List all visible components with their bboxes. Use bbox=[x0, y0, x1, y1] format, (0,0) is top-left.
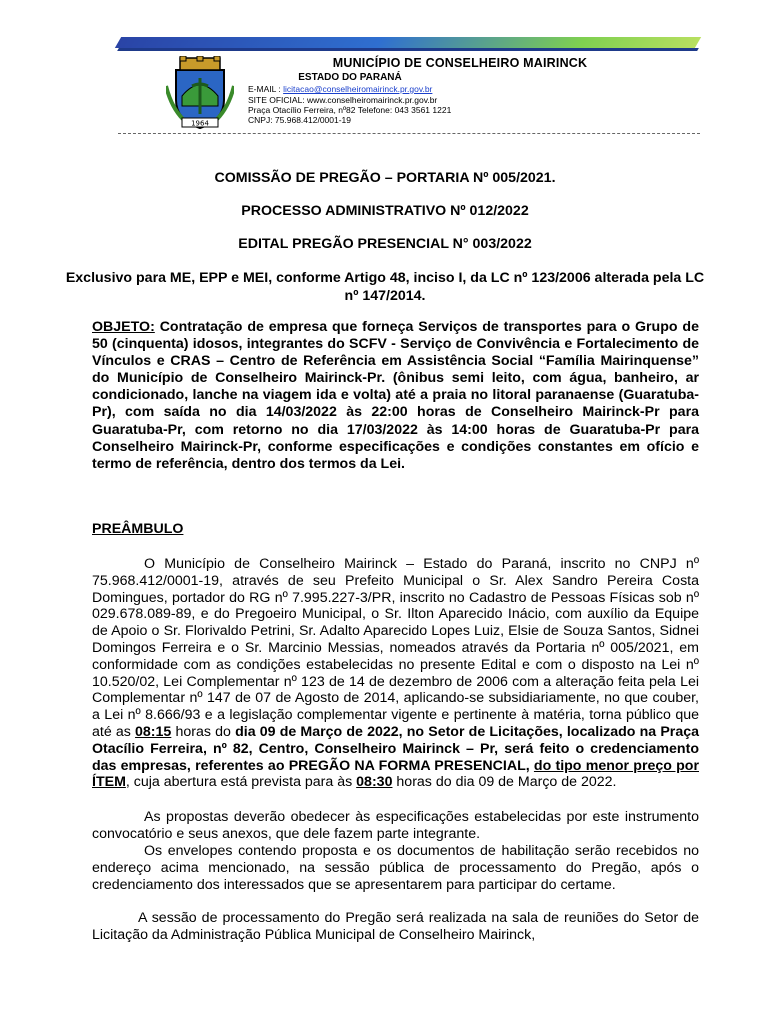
preambulo-paragraph-1 bbox=[92, 556, 699, 791]
commission-title: COMISSÃO DE PREGÃO – PORTARIA Nº 005/2021. bbox=[214, 170, 556, 186]
email-line bbox=[248, 85, 538, 94]
preambulo-paragraph-4 bbox=[92, 910, 699, 944]
municipal-crest-icon bbox=[166, 56, 234, 132]
cnpj-line: CNPJ: 75.968.412/0001-19 bbox=[248, 115, 352, 125]
p3-text: Os envelopes contendo proposta e os documentos de habilitação serão recebidos no endereço acima mencionado, na sessão pública de processamento do Pregão, após o credenciamento dos interessados que se apresentarem para participar do certame. bbox=[92, 843, 699, 893]
edital-title: EDITAL PREGÃO PRESENCIAL N° 003/2022 bbox=[238, 236, 532, 252]
p2-text: As propostas deverão obedecer às especificações estabelecidas por este instrumento convocatório e seus anexos, que dele fazem parte integrante. bbox=[92, 809, 699, 842]
state-name: ESTADO DO PARANÁ bbox=[298, 72, 402, 83]
site-line: SITE OFICIAL: www.conselheiromairinck.pr.gov.br bbox=[248, 95, 438, 105]
header-color-bar-underline bbox=[117, 48, 699, 51]
p1-text-d: horas do dia 09 de Março de 2022. bbox=[392, 774, 617, 791]
header-color-bar bbox=[115, 37, 701, 48]
p1-text-a: O Município de Conselheiro Mairinck – Estado do Paraná, inscrito no CNPJ nº 75.968.412/0001-19, através de seu Prefeito Municipal o Sr. Alex Sandro Pereira Costa Domingues, portador do RG nº 7.995.227-3/PR, inscrito no Cadastro de Pessoas Físicas sob nº 029.678.089-89, e do Pregoeiro Municipal, o Sr. Ilton Aparecido Inácio, com auxílio da Equipe de Apoio o Sr. Florivaldo Petrini, Sr. Adalto Aparecido Lopes Luiz, Elsie de Souza Santos, Sidnei Domingos Ferreira e o Sr. Marcinio Messias, nomeados através da Portaria nº 005/2021, em conformidade com as condições estabelecidas no presente Edital e com o disposto na Lei nº 10.520/02, Lei Complementar nº 123 de 14 de dezembro de 2006 com a alteração feita pela Lei Complementar nº 147 de 07 de Agosto de 2014, aplicando-se subsidiariamente, no que couber, a Lei nº 8.666/93 e a legislação complementar vigente e pertinente à matéria, torna público que até as bbox=[92, 556, 699, 740]
header-divider bbox=[118, 133, 700, 134]
municipality-name: MUNICÍPIO DE CONSELHEIRO MAIRINCK bbox=[332, 56, 588, 70]
bid-type: do tipo menor preço por ÍTEM bbox=[92, 757, 699, 791]
crest-year: 1964 bbox=[191, 119, 209, 128]
p4-text: A sessão de processamento do Pregão será realizada na sala de reuniões do Setor de Licitação da Administração Pública Municipal de Conselheiro Mairinck, bbox=[92, 910, 699, 943]
objeto-text: Contratação de empresa que forneça Serviços de transportes para o Grupo de 50 (cinquenta) idosos, integrantes do SCFV - Serviço de Convivência e Fortalecimento de Vínculos e CRAS – Centro de Referência em Assistência Social “Família Mairinquense” do Município de Conselheiro Mairinck-Pr. (ônibus semi leito, com água, banheiro, ar condicionado, lanche na viagem ida e volta) até a praia no litoral paranaense (Guaratuba-Pr), com saída no dia 14/03/2022 às 22:00 horas de Conselheiro Mairinck-Pr para Guaratuba-Pr, com retorno no dia 17/03/2022 às 14:00 horas de Guaratuba-Pr para Conselheiro Mairinck-Pr, conforme especificações e condições constantes em ofício e termo de referência, dentro dos termos da Lei. bbox=[92, 319, 699, 472]
preambulo-paragraph-3 bbox=[92, 843, 699, 893]
preambulo-heading: PREÂMBULO bbox=[92, 521, 184, 537]
address-line: Praça Otacílio Ferreira, nº82 Telefone: 043 3561 1221 bbox=[248, 105, 452, 115]
exclusive-notice: Exclusivo para ME, EPP e MEI, conforme Artigo 48, inciso I, da LC nº 123/2006 alterada pela LC nº 147/2014. bbox=[65, 270, 705, 304]
objeto-paragraph bbox=[92, 319, 699, 473]
preambulo-paragraph-2 bbox=[92, 809, 699, 843]
opening-time: 08:30 bbox=[356, 774, 393, 791]
email-link[interactable]: licitacao@conselheiromairinck.pr.gov.br bbox=[283, 84, 433, 94]
credentialing-time: 08:15 bbox=[135, 723, 172, 740]
p1-bold-text: dia 09 de Março de 2022, no Setor de Licitações, localizado na Praça Otacílio Ferreira, nº 82, Centro, Conselheiro Mairinck – Pr, será feito o credenciamento das empresas, referentes ao PREGÃO NA FORMA PRESENCIAL, bbox=[92, 723, 699, 774]
p1-text-b: horas do bbox=[171, 723, 236, 740]
p1-text-c: , cuja abertura está prevista para às bbox=[125, 774, 357, 791]
email-label: E-MAIL : bbox=[248, 84, 281, 94]
process-title: PROCESSO ADMINISTRATIVO Nº 012/2022 bbox=[241, 203, 529, 219]
objeto-label: OBJETO: bbox=[92, 319, 155, 335]
